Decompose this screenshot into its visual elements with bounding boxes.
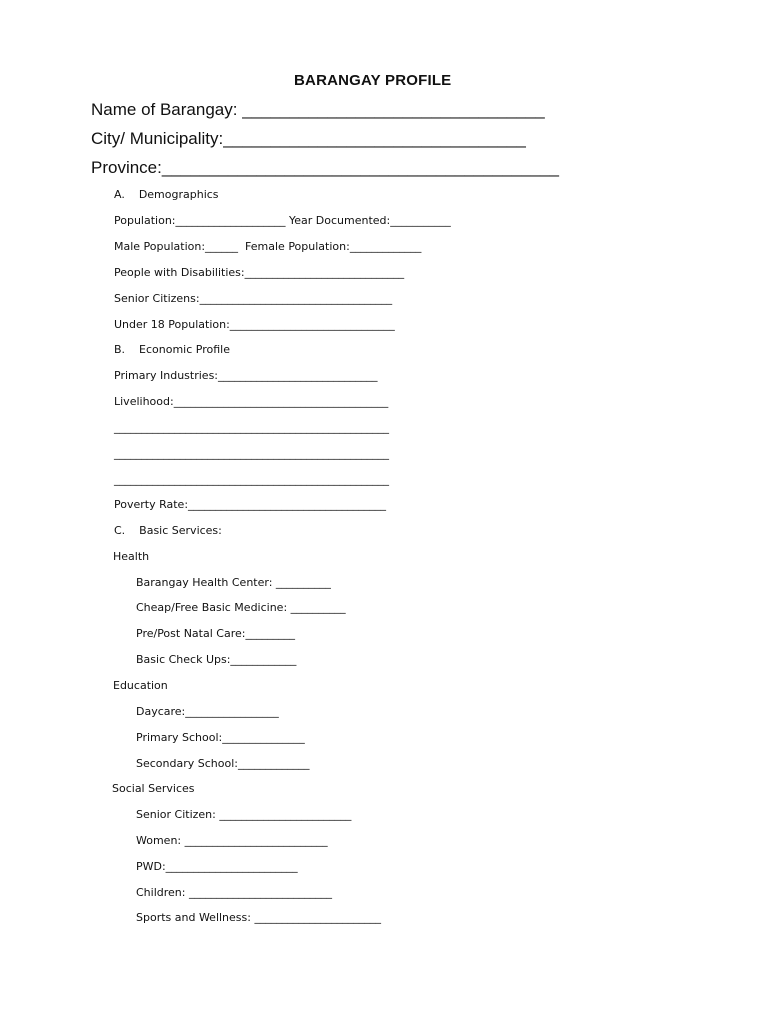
livelihood-field: Livelihood:_______________________________________ [114,395,389,408]
education-heading: Education [113,679,168,692]
section-b-heading: B. Economic Profile [114,343,230,356]
livelihood-blank-line: __________________________________________________ [114,473,389,486]
disabilities-field: People with Disabilities:_____________________________ [114,266,405,279]
primary-school-field: Primary School:_______________ [136,731,305,744]
poverty-rate-field: Poverty Rate:____________________________________ [114,498,387,511]
health-center-field: Barangay Health Center: __________ [136,576,331,589]
population-field: Population:____________________ Year Documented:___________ [114,214,451,227]
section-c-heading: C. Basic Services: [114,524,222,537]
health-heading: Health [113,550,150,563]
under-18-field: Under 18 Population:______________________________ [114,318,395,331]
male-female-population-field: Male Population:______ Female Population:_____________ [114,240,422,253]
social-services-heading: Social Services [112,782,195,795]
document-title: BARANGAY PROFILE [294,72,452,89]
section-a-heading: A. Demographics [114,188,219,201]
livelihood-blank-line: __________________________________________________ [114,447,389,460]
natal-care-field: Pre/Post Natal Care:_________ [136,627,295,640]
senior-citizen-service-field: Senior Citizen: ________________________ [136,808,352,821]
primary-industries-field: Primary Industries:_____________________________ [114,369,378,382]
livelihood-blank-line: __________________________________________________ [114,421,389,434]
secondary-school-field: Secondary School:_____________ [136,757,310,770]
sports-wellness-field: Sports and Wellness: _______________________ [136,911,381,924]
check-ups-field: Basic Check Ups:____________ [136,653,297,666]
pwd-field: PWD:________________________ [136,860,298,873]
province-field: Province:__________________________________________ [91,158,559,177]
women-field: Women: __________________________ [136,834,328,847]
senior-citizens-field: Senior Citizens:___________________________________ [114,292,393,305]
basic-medicine-field: Cheap/Free Basic Medicine: __________ [136,601,346,614]
daycare-field: Daycare:_________________ [136,705,279,718]
city-municipality-field: City/ Municipality:________________________________ [91,129,526,148]
children-field: Children: __________________________ [136,886,332,899]
barangay-name-field: Name of Barangay: ________________________________ [91,100,545,119]
